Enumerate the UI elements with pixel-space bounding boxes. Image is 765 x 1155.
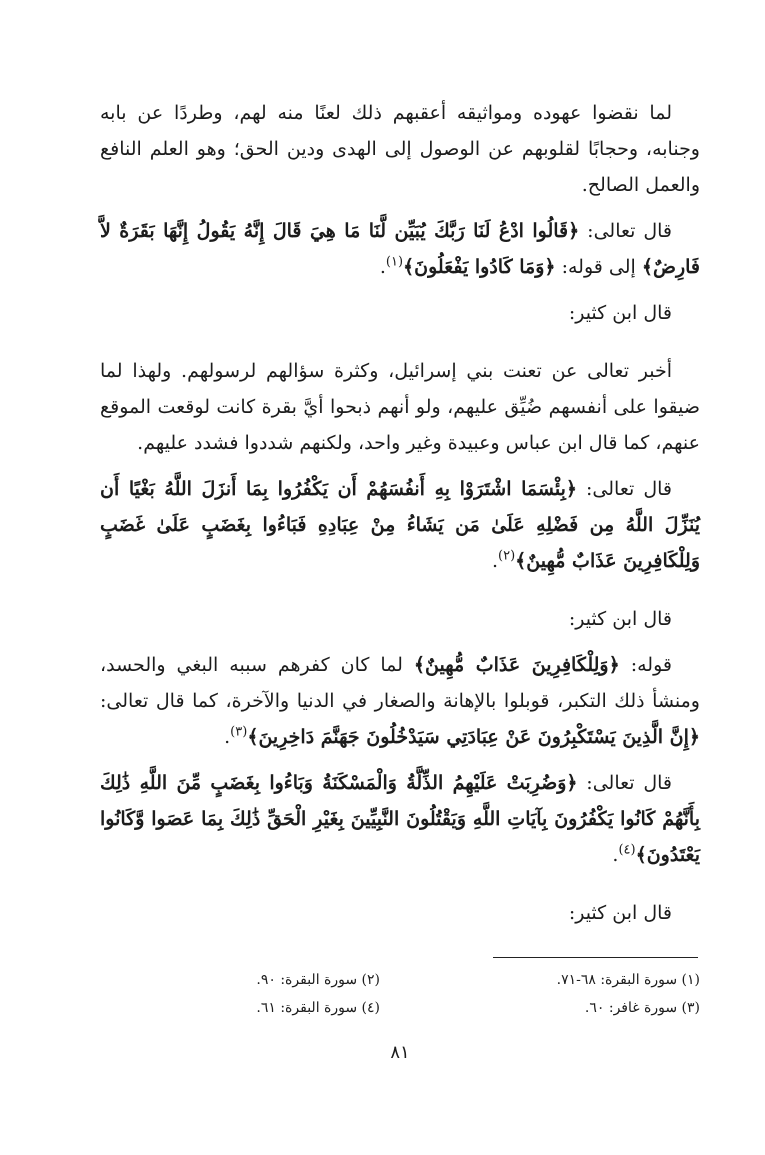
paragraph-2 [100,213,700,285]
quran-verse: ﴿بِئْسَمَا اشْتَرَوْا بِهِ أَنفُسَهُمْ أَن يَكْفُرُوا بِمَا أَنزَلَ اللَّهُ بَغْيًا أَن يُنَزِّلَ اللَّهُ مِن فَضْلِهِ عَلَىٰ مَن يَشَاءُ مِنْ عِبَادِهِ فَبَاءُوا بِغَضَبٍ عَلَىٰ غَضَبٍ وَلِلْكَافِرِينَ عَذَابٌ مُّهِينٌ﴾ [100,478,700,572]
sentence-end: . [379,256,386,278]
sentence-end: . [491,550,499,572]
footnote-ref: (٤) [618,842,636,858]
footnote-divider [493,957,698,958]
footnotes [100,968,700,1020]
footnote-4: (٤) سورة البقرة: ٦١. [256,1000,380,1016]
paragraph-8 [100,765,700,873]
quran-verse: ﴿إِنَّ الَّذِينَ يَسْتَكْبِرُونَ عَنْ عِبَادَتِي سَيَدْخُلُونَ جَهَنَّمَ دَاخِرِينَ﴾ [247,726,700,748]
ibn-kathir-heading: قال ابن كثير: [568,902,672,924]
verse-connector: إلى قوله: [555,256,642,278]
paragraph-4: أخبر تعالى عن تعنت بني إسرائيل، وكثرة سؤالهم لرسولهم. ولهذا لما ضيقوا على أنفسهم ضُيِّق عليهم، ولو أنهم ذبحوا أيَّ بقرة كانت لوقعت الموقع عنهم، كما قال ابن عباس وعبيدة وغير واحد، ولكنهم شددوا فشدد عليهم. [100,360,700,454]
commentary-text: لما كان كفرهم سببه البغي والحسد، ومنشأ ذلك التكبر، قوبلوا بالإهانة والصغار في الدنيا والآخرة، كما قال تعالى: [100,654,700,712]
footnote-ref: (٣) [230,724,248,740]
page-number: ٨١ [390,1042,410,1063]
footnote-ref: (١) [385,254,404,270]
footnote-1: (١) سورة البقرة: ٦٨-٧١. [556,972,700,988]
paragraph-7 [100,647,700,755]
ibn-kathir-heading: قال ابن كثير: [568,608,672,630]
quran-verse: ﴿وَلِلْكَافِرِينَ عَذَابٌ مُّهِينٌ﴾ [413,654,620,676]
footnote-ref: (٢) [498,548,516,564]
verse-intro: قال تعالى: [577,772,672,794]
sentence-end: . [224,726,231,748]
quran-verse: ﴿قَالُوا ادْعُ لَنَا رَبَّكَ يُبَيِّن لَّنَا مَا هِيَ قَالَ إِنَّهُ يَقُولُ إِنَّهَا بَقَرَةٌ لاَّ فَارِضٌ﴾ [100,220,700,278]
verse-intro: قوله: [619,654,672,676]
verse-intro: قال تعالى: [577,478,672,500]
verse-intro: قال تعالى: [579,220,672,242]
paragraph-5 [100,471,700,579]
ibn-kathir-heading: قال ابن كثير: [568,302,672,324]
quran-verse: ﴿وَضُرِبَتْ عَلَيْهِمُ الذِّلَّةُ وَالْمَسْكَنَةُ وَبَاءُوا بِغَضَبٍ مِّنَ اللَّهِ ذَٰلِكَ بِأَنَّهُمْ كَانُوا يَكْفُرُونَ بِآيَاتِ اللَّهِ وَيَقْتُلُونَ النَّبِيِّينَ بِغَيْرِ الْحَقِّ ذَٰلِكَ بِمَا عَصَوا وَّكَانُوا يَعْتَدُونَ﴾ [100,772,700,866]
paragraph-1: لما نقضوا عهوده ومواثيقه أعقبهم ذلك لعنًا منه لهم، وطردًا عن بابه وجنابه، وحجابًا لقلوبهم عن الوصول إلى الهدى ودين الحق؛ وهو العلم النافع والعمل الصالح. [100,102,700,196]
quran-verse: ﴿وَمَا كَادُوا يَفْعَلُونَ﴾ [403,256,556,278]
sentence-end: . [612,844,619,866]
footnote-3: (٣) سورة غافر: ٦٠. [584,1000,700,1016]
book-page [100,95,700,1063]
footnote-2: (٢) سورة البقرة: ٩٠. [256,972,380,988]
